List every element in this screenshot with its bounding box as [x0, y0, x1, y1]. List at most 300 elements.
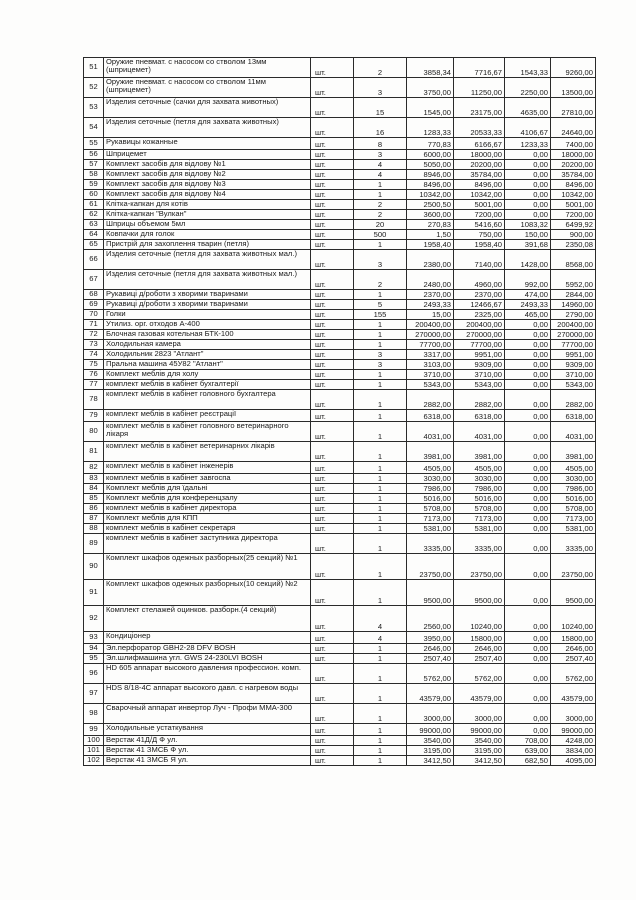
table-row: [84, 170, 596, 180]
item-name-cell: Эл.перфоратор GBH2-28 DFV BOSH: [104, 644, 311, 654]
unit-cell: шт.: [311, 290, 354, 300]
table-row: [84, 180, 596, 190]
vat-cell: 150,00: [505, 230, 551, 240]
vat-cell: 4635,00: [505, 98, 551, 118]
item-name-cell: Пристрій для захоплення тварин (петля): [104, 240, 311, 250]
quantity-cell: 1: [354, 684, 407, 704]
row-number-cell: 96: [84, 664, 104, 684]
row-number-cell: 61: [84, 200, 104, 210]
unit-price-cell: 3103,00: [407, 360, 454, 370]
vat-cell: 465,00: [505, 310, 551, 320]
total-with-vat-cell: 35784,00: [551, 170, 596, 180]
unit-price-cell: 5050,00: [407, 160, 454, 170]
row-number-cell: 95: [84, 654, 104, 664]
unit-cell: шт.: [311, 462, 354, 474]
table-row: [84, 654, 596, 664]
vat-cell: 4106,67: [505, 118, 551, 138]
total-with-vat-cell: 10240,00: [551, 606, 596, 632]
vat-cell: 0,00: [505, 534, 551, 554]
row-number-cell: 86: [84, 504, 104, 514]
sum-without-vat-cell: 5762,00: [454, 664, 505, 684]
vat-cell: 0,00: [505, 380, 551, 390]
row-number-cell: 60: [84, 190, 104, 200]
item-name-cell: Холодильная камера: [104, 340, 311, 350]
sum-without-vat-cell: 2325,00: [454, 310, 505, 320]
item-name-cell: Холодильник 2823 "Атлант": [104, 350, 311, 360]
unit-price-cell: 7173,00: [407, 514, 454, 524]
vat-cell: 0,00: [505, 554, 551, 580]
unit-price-cell: 2646,00: [407, 644, 454, 654]
quantity-cell: 155: [354, 310, 407, 320]
table-body: [84, 58, 596, 766]
table-row: [84, 200, 596, 210]
total-with-vat-cell: 4095,00: [551, 756, 596, 766]
row-number-cell: 54: [84, 118, 104, 138]
quantity-cell: 500: [354, 230, 407, 240]
total-with-vat-cell: 900,00: [551, 230, 596, 240]
unit-cell: шт.: [311, 514, 354, 524]
sum-without-vat-cell: 1958,40: [454, 240, 505, 250]
item-name-cell: Изделия сеточные (петля для захвата животных): [104, 118, 311, 138]
unit-price-cell: 5762,00: [407, 664, 454, 684]
item-name-cell: Комплект шкафов одежных разборных(25 секций) №1: [104, 554, 311, 580]
quantity-cell: 2: [354, 270, 407, 290]
unit-cell: шт.: [311, 524, 354, 534]
quantity-cell: 1: [354, 736, 407, 746]
row-number-cell: 94: [84, 644, 104, 654]
table-row: [84, 380, 596, 390]
quantity-cell: 1: [354, 654, 407, 664]
table-row: [84, 350, 596, 360]
unit-price-cell: 5381,00: [407, 524, 454, 534]
quantity-cell: 20: [354, 220, 407, 230]
unit-cell: шт.: [311, 350, 354, 360]
total-with-vat-cell: 8496,00: [551, 180, 596, 190]
table-row: [84, 340, 596, 350]
total-with-vat-cell: 6318,00: [551, 410, 596, 422]
vat-cell: 474,00: [505, 290, 551, 300]
total-with-vat-cell: 4505,00: [551, 462, 596, 474]
quantity-cell: 1: [354, 442, 407, 462]
table-row: [84, 240, 596, 250]
row-number-cell: 75: [84, 360, 104, 370]
item-name-cell: Комплект шкафов одежных разборных(10 секций) №2: [104, 580, 311, 606]
item-name-cell: Верстак 41 ЗМСБ Я ул.: [104, 756, 311, 766]
unit-price-cell: 3540,00: [407, 736, 454, 746]
total-with-vat-cell: 7173,00: [551, 514, 596, 524]
total-with-vat-cell: 13500,00: [551, 78, 596, 98]
total-with-vat-cell: 7986,00: [551, 484, 596, 494]
item-name-cell: Комплект меблів для конференцзалу: [104, 494, 311, 504]
row-number-cell: 72: [84, 330, 104, 340]
quantity-cell: 1: [354, 340, 407, 350]
table-row: [84, 442, 596, 462]
table-row: [84, 534, 596, 554]
unit-price-cell: 5708,00: [407, 504, 454, 514]
total-with-vat-cell: 2646,00: [551, 644, 596, 654]
total-with-vat-cell: 2790,00: [551, 310, 596, 320]
sum-without-vat-cell: 9500,00: [454, 580, 505, 606]
item-name-cell: Комплект стелажей оцинков. разборн.(4 секций): [104, 606, 311, 632]
vat-cell: 0,00: [505, 350, 551, 360]
item-name-cell: комплект меблів в кабінет головного бухгалтера: [104, 390, 311, 410]
quantity-cell: 1: [354, 494, 407, 504]
row-number-cell: 70: [84, 310, 104, 320]
total-with-vat-cell: 23750,00: [551, 554, 596, 580]
quantity-cell: 3: [354, 350, 407, 360]
total-with-vat-cell: 5708,00: [551, 504, 596, 514]
unit-cell: шт.: [311, 370, 354, 380]
unit-price-cell: 10342,00: [407, 190, 454, 200]
vat-cell: 0,00: [505, 524, 551, 534]
row-number-cell: 88: [84, 524, 104, 534]
sum-without-vat-cell: 9309,00: [454, 360, 505, 370]
total-with-vat-cell: 9260,00: [551, 58, 596, 78]
table-row: [84, 524, 596, 534]
table-row: [84, 290, 596, 300]
table-row: [84, 736, 596, 746]
total-with-vat-cell: 2350,08: [551, 240, 596, 250]
item-name-cell: Клітка-капкан для котів: [104, 200, 311, 210]
sum-without-vat-cell: 18000,00: [454, 150, 505, 160]
row-number-cell: 57: [84, 160, 104, 170]
unit-cell: шт.: [311, 484, 354, 494]
unit-price-cell: 3317,00: [407, 350, 454, 360]
item-name-cell: Шприцемет: [104, 150, 311, 160]
quantity-cell: 1: [354, 240, 407, 250]
sum-without-vat-cell: 3195,00: [454, 746, 505, 756]
unit-price-cell: 770,83: [407, 138, 454, 150]
unit-price-cell: 6000,00: [407, 150, 454, 160]
total-with-vat-cell: 10342,00: [551, 190, 596, 200]
total-with-vat-cell: 3834,00: [551, 746, 596, 756]
table-row: [84, 390, 596, 410]
total-with-vat-cell: 15800,00: [551, 632, 596, 644]
unit-cell: шт.: [311, 664, 354, 684]
row-number-cell: 91: [84, 580, 104, 606]
sum-without-vat-cell: 3030,00: [454, 474, 505, 484]
sum-without-vat-cell: 9951,00: [454, 350, 505, 360]
row-number-cell: 74: [84, 350, 104, 360]
quantity-cell: 1: [354, 644, 407, 654]
total-with-vat-cell: 4031,00: [551, 422, 596, 442]
item-name-cell: Голки: [104, 310, 311, 320]
item-name-cell: Шприцы объемом 5мл: [104, 220, 311, 230]
unit-price-cell: 15,00: [407, 310, 454, 320]
item-name-cell: Изделия сеточные (петля для захвата животных мал.): [104, 250, 311, 270]
row-number-cell: 58: [84, 170, 104, 180]
vat-cell: 0,00: [505, 210, 551, 220]
unit-cell: шт.: [311, 644, 354, 654]
unit-cell: шт.: [311, 180, 354, 190]
row-number-cell: 52: [84, 78, 104, 98]
quantity-cell: 1: [354, 320, 407, 330]
unit-cell: шт.: [311, 684, 354, 704]
vat-cell: 0,00: [505, 606, 551, 632]
quantity-cell: 2: [354, 210, 407, 220]
sum-without-vat-cell: 20533,33: [454, 118, 505, 138]
total-with-vat-cell: 18000,00: [551, 150, 596, 160]
unit-cell: шт.: [311, 78, 354, 98]
total-with-vat-cell: 5016,00: [551, 494, 596, 504]
unit-price-cell: 77700,00: [407, 340, 454, 350]
row-number-cell: 63: [84, 220, 104, 230]
sum-without-vat-cell: 3540,00: [454, 736, 505, 746]
quantity-cell: 1: [354, 410, 407, 422]
vat-cell: 0,00: [505, 200, 551, 210]
item-name-cell: комплект меблів в кабінет інженерів: [104, 462, 311, 474]
table-row: [84, 98, 596, 118]
total-with-vat-cell: 3981,00: [551, 442, 596, 462]
item-name-cell: HD 605 аппарат высокого давления профессион. комп.: [104, 664, 311, 684]
row-number-cell: 77: [84, 380, 104, 390]
sum-without-vat-cell: 6318,00: [454, 410, 505, 422]
row-number-cell: 73: [84, 340, 104, 350]
item-name-cell: Изделия сеточные (сачки для захвата животных): [104, 98, 311, 118]
quantity-cell: 1: [354, 664, 407, 684]
quantity-cell: 2: [354, 200, 407, 210]
row-number-cell: 76: [84, 370, 104, 380]
unit-price-cell: 1,50: [407, 230, 454, 240]
table-row: [84, 704, 596, 724]
table-row: [84, 746, 596, 756]
item-name-cell: Ковпачки для голок: [104, 230, 311, 240]
unit-price-cell: 9500,00: [407, 580, 454, 606]
unit-price-cell: 99000,00: [407, 724, 454, 736]
item-name-cell: комплект меблів в кабінет секретаря: [104, 524, 311, 534]
unit-cell: шт.: [311, 504, 354, 514]
unit-cell: шт.: [311, 554, 354, 580]
item-name-cell: Холодильные устаткування: [104, 724, 311, 736]
vat-cell: 1083,32: [505, 220, 551, 230]
row-number-cell: 66: [84, 250, 104, 270]
sum-without-vat-cell: 2646,00: [454, 644, 505, 654]
unit-price-cell: 270000,00: [407, 330, 454, 340]
item-name-cell: Утилиз. орг. отходов А-400: [104, 320, 311, 330]
sum-without-vat-cell: 23750,00: [454, 554, 505, 580]
unit-cell: шт.: [311, 704, 354, 724]
vat-cell: 0,00: [505, 514, 551, 524]
item-name-cell: Комплект меблів для холу: [104, 370, 311, 380]
item-name-cell: комплект меблів в кабінет завгоспа: [104, 474, 311, 484]
vat-cell: 0,00: [505, 704, 551, 724]
unit-cell: шт.: [311, 534, 354, 554]
table-row: [84, 484, 596, 494]
vat-cell: 0,00: [505, 370, 551, 380]
sum-without-vat-cell: 5708,00: [454, 504, 505, 514]
item-name-cell: комплект меблів в кабінет реєстрації: [104, 410, 311, 422]
table-row: [84, 360, 596, 370]
total-with-vat-cell: 3335,00: [551, 534, 596, 554]
vat-cell: 0,00: [505, 180, 551, 190]
unit-cell: шт.: [311, 118, 354, 138]
row-number-cell: 102: [84, 756, 104, 766]
vat-cell: 0,00: [505, 504, 551, 514]
quantity-cell: 1: [354, 554, 407, 580]
unit-cell: шт.: [311, 170, 354, 180]
table-row: [84, 150, 596, 160]
unit-cell: шт.: [311, 98, 354, 118]
quantity-cell: 1: [354, 180, 407, 190]
sum-without-vat-cell: 77700,00: [454, 340, 505, 350]
quantity-cell: 1: [354, 462, 407, 474]
table-row: [84, 310, 596, 320]
sum-without-vat-cell: 10240,00: [454, 606, 505, 632]
vat-cell: 0,00: [505, 442, 551, 462]
table-row: [84, 474, 596, 484]
quantity-cell: 1: [354, 756, 407, 766]
total-with-vat-cell: 7200,00: [551, 210, 596, 220]
row-number-cell: 69: [84, 300, 104, 310]
row-number-cell: 71: [84, 320, 104, 330]
total-with-vat-cell: 24640,00: [551, 118, 596, 138]
unit-price-cell: 2493,33: [407, 300, 454, 310]
row-number-cell: 98: [84, 704, 104, 724]
table-row: [84, 756, 596, 766]
sum-without-vat-cell: 10342,00: [454, 190, 505, 200]
sum-without-vat-cell: 35784,00: [454, 170, 505, 180]
unit-cell: шт.: [311, 736, 354, 746]
unit-price-cell: 3335,00: [407, 534, 454, 554]
unit-price-cell: 6318,00: [407, 410, 454, 422]
vat-cell: 1233,33: [505, 138, 551, 150]
quantity-cell: 3: [354, 250, 407, 270]
row-number-cell: 101: [84, 746, 104, 756]
item-name-cell: Комплект засобів для відлову №3: [104, 180, 311, 190]
item-name-cell: Оружие пневмат. с насосом со стволом 11мм (шприцемет): [104, 78, 311, 98]
table-row: [84, 410, 596, 422]
sum-without-vat-cell: 99000,00: [454, 724, 505, 736]
row-number-cell: 51: [84, 58, 104, 78]
total-with-vat-cell: 5762,00: [551, 664, 596, 684]
quantity-cell: 4: [354, 632, 407, 644]
table-row: [84, 58, 596, 78]
row-number-cell: 97: [84, 684, 104, 704]
row-number-cell: 80: [84, 422, 104, 442]
table-row: [84, 370, 596, 380]
vat-cell: 0,00: [505, 654, 551, 664]
item-name-cell: Рукавиці д/роботи з хворими тваринами: [104, 290, 311, 300]
quantity-cell: 8: [354, 138, 407, 150]
quantity-cell: 3: [354, 150, 407, 160]
unit-cell: шт.: [311, 58, 354, 78]
quantity-cell: 1: [354, 746, 407, 756]
table-row: [84, 270, 596, 290]
unit-cell: шт.: [311, 422, 354, 442]
row-number-cell: 78: [84, 390, 104, 410]
quantity-cell: 1: [354, 330, 407, 340]
sum-without-vat-cell: 7716,67: [454, 58, 505, 78]
vat-cell: 639,00: [505, 746, 551, 756]
vat-cell: 2250,00: [505, 78, 551, 98]
sum-without-vat-cell: 7140,00: [454, 250, 505, 270]
sum-without-vat-cell: 5016,00: [454, 494, 505, 504]
item-name-cell: Комплект меблів для КПП: [104, 514, 311, 524]
item-name-cell: Верстак 41 ЗМСБ Ф ул.: [104, 746, 311, 756]
vat-cell: 0,00: [505, 484, 551, 494]
item-name-cell: Оружие пневмат. с насосом со стволом 13мм (шприцемет): [104, 58, 311, 78]
quantity-cell: 1: [354, 390, 407, 410]
total-with-vat-cell: 2507,40: [551, 654, 596, 664]
total-with-vat-cell: 3030,00: [551, 474, 596, 484]
row-number-cell: 68: [84, 290, 104, 300]
quantity-cell: 2: [354, 58, 407, 78]
unit-cell: шт.: [311, 632, 354, 644]
unit-cell: шт.: [311, 160, 354, 170]
vat-cell: 2493,33: [505, 300, 551, 310]
row-number-cell: 92: [84, 606, 104, 632]
unit-cell: шт.: [311, 250, 354, 270]
total-with-vat-cell: 2844,00: [551, 290, 596, 300]
table-row: [84, 632, 596, 644]
unit-price-cell: 3981,00: [407, 442, 454, 462]
unit-price-cell: 3030,00: [407, 474, 454, 484]
unit-price-cell: 43579,00: [407, 684, 454, 704]
row-number-cell: 79: [84, 410, 104, 422]
table-row: [84, 462, 596, 474]
vat-cell: 0,00: [505, 724, 551, 736]
unit-cell: шт.: [311, 310, 354, 320]
sum-without-vat-cell: 2882,00: [454, 390, 505, 410]
vat-cell: 0,00: [505, 664, 551, 684]
quantity-cell: 4: [354, 170, 407, 180]
table-row: [84, 580, 596, 606]
unit-price-cell: 2560,00: [407, 606, 454, 632]
item-name-cell: комплект меблів в кабінет директора: [104, 504, 311, 514]
item-name-cell: Комплект меблів для їдальні: [104, 484, 311, 494]
sum-without-vat-cell: 200400,00: [454, 320, 505, 330]
total-with-vat-cell: 9309,00: [551, 360, 596, 370]
total-with-vat-cell: 27810,00: [551, 98, 596, 118]
item-name-cell: комплект меблів в кабінет ветеринарних лікарів: [104, 442, 311, 462]
unit-cell: шт.: [311, 654, 354, 664]
table-row: [84, 606, 596, 632]
table-row: [84, 494, 596, 504]
sum-without-vat-cell: 5416,60: [454, 220, 505, 230]
quantity-cell: 5: [354, 300, 407, 310]
total-with-vat-cell: 5952,00: [551, 270, 596, 290]
item-name-cell: Эл.шлифмашина угл. GWS 24-230LVI BOSH: [104, 654, 311, 664]
vat-cell: 0,00: [505, 494, 551, 504]
vat-cell: 0,00: [505, 410, 551, 422]
unit-cell: шт.: [311, 474, 354, 484]
table-row: [84, 160, 596, 170]
unit-price-cell: 23750,00: [407, 554, 454, 580]
table-row: [84, 230, 596, 240]
item-name-cell: Верстак 41Д/Д Ф ул.: [104, 736, 311, 746]
unit-price-cell: 270,83: [407, 220, 454, 230]
item-name-cell: HDS 8/18-4C аппарат высокого давл. с нагревом воды: [104, 684, 311, 704]
quantity-cell: 1: [354, 580, 407, 606]
sum-without-vat-cell: 7173,00: [454, 514, 505, 524]
vat-cell: 0,00: [505, 390, 551, 410]
sum-without-vat-cell: 2370,00: [454, 290, 505, 300]
quantity-cell: 1: [354, 380, 407, 390]
unit-cell: шт.: [311, 240, 354, 250]
row-number-cell: 56: [84, 150, 104, 160]
unit-cell: шт.: [311, 320, 354, 330]
row-number-cell: 85: [84, 494, 104, 504]
quantity-cell: 15: [354, 98, 407, 118]
total-with-vat-cell: 77700,00: [551, 340, 596, 350]
row-number-cell: 82: [84, 462, 104, 474]
quantity-cell: 1: [354, 474, 407, 484]
sum-without-vat-cell: 3710,00: [454, 370, 505, 380]
unit-price-cell: 1283,33: [407, 118, 454, 138]
inventory-table: [83, 57, 596, 766]
item-name-cell: Комплект засобів для відлову №4: [104, 190, 311, 200]
vat-cell: 0,00: [505, 150, 551, 160]
